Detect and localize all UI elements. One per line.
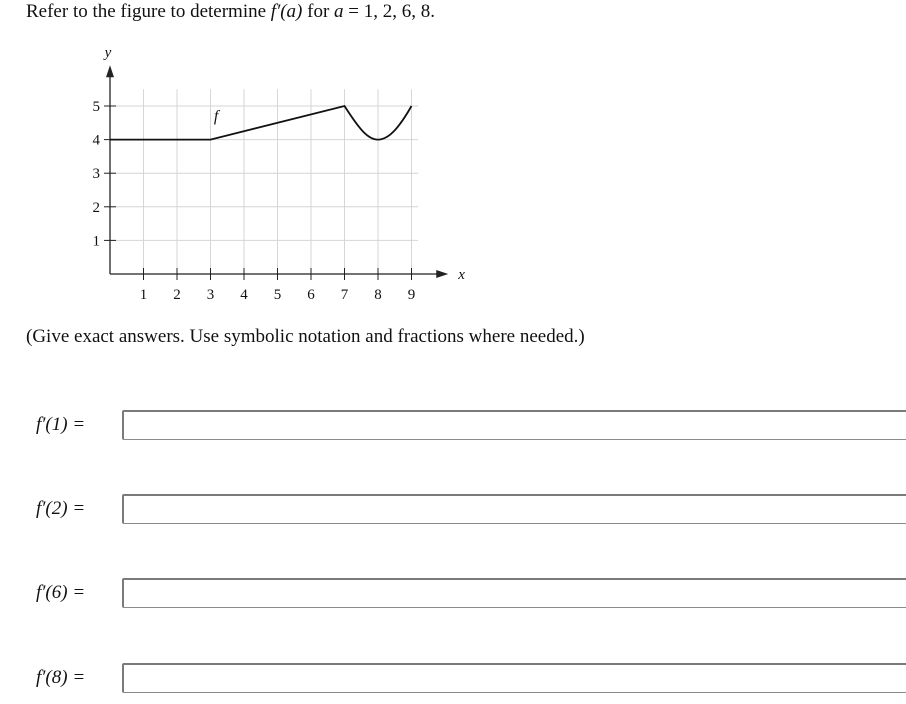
instructions-text: (Give exact answers. Use symbolic notation and fractions where needed.) xyxy=(26,326,585,347)
answer-label-3 xyxy=(36,582,85,604)
answer-row-2 xyxy=(0,494,906,528)
y-tick-label-1: 1 xyxy=(92,233,100,250)
y-tick-label-2: 2 xyxy=(92,199,100,216)
answer-label-2 xyxy=(36,498,85,520)
prompt-variable: a xyxy=(334,1,344,22)
y-axis-arrow xyxy=(106,65,114,77)
x-tick-label-4: 4 xyxy=(240,287,248,303)
curve xyxy=(110,106,412,140)
ticks xyxy=(104,106,412,280)
answer-label-text-2: f′(2) = xyxy=(36,498,86,519)
x-tick-label-6: 6 xyxy=(307,287,315,303)
answer-input-3[interactable] xyxy=(122,578,906,608)
x-tick-label-8: 8 xyxy=(374,287,382,303)
series-line-f xyxy=(110,106,412,140)
x-tick-label-7: 7 xyxy=(340,287,349,303)
prompt-function: f′(a) xyxy=(270,1,303,22)
prompt-mid: for xyxy=(302,1,335,22)
answer-label-text-4: f′(8) = xyxy=(36,667,86,688)
y-tick-label-5: 5 xyxy=(92,99,100,115)
x-tick-label-2: 2 xyxy=(173,287,181,303)
y-tick-label-3: 3 xyxy=(92,166,100,183)
answer-input-1[interactable] xyxy=(122,410,906,440)
grid-lines xyxy=(110,89,418,274)
answer-row-1 xyxy=(0,410,906,444)
function-graph xyxy=(0,0,480,310)
answer-label-text-3: f′(6) = xyxy=(36,582,86,603)
y-tick-label-4: 4 xyxy=(92,132,100,149)
answer-row-3 xyxy=(0,578,906,612)
x-tick-label-3: 3 xyxy=(206,287,215,303)
answer-input-4[interactable] xyxy=(122,663,906,693)
answer-label-text-1: f′(1) = xyxy=(36,414,86,435)
x-axis-arrow xyxy=(436,270,448,278)
prompt-prefix: Refer to the figure to determine xyxy=(26,1,271,22)
prompt-values: = 1, 2, 6, 8. xyxy=(343,1,436,22)
answer-input-2[interactable] xyxy=(122,494,906,524)
y-axis-label: y xyxy=(104,45,112,62)
answer-label-4 xyxy=(36,667,85,689)
x-tick-label-9: 9 xyxy=(407,287,416,303)
x-axis-label: x xyxy=(458,267,465,283)
answer-label-1 xyxy=(36,414,85,436)
x-tick-label-5: 5 xyxy=(273,287,282,303)
curve-label-f: f xyxy=(213,108,219,126)
answer-row-4 xyxy=(0,663,906,697)
x-tick-label-1: 1 xyxy=(139,287,148,303)
labels xyxy=(93,45,466,303)
